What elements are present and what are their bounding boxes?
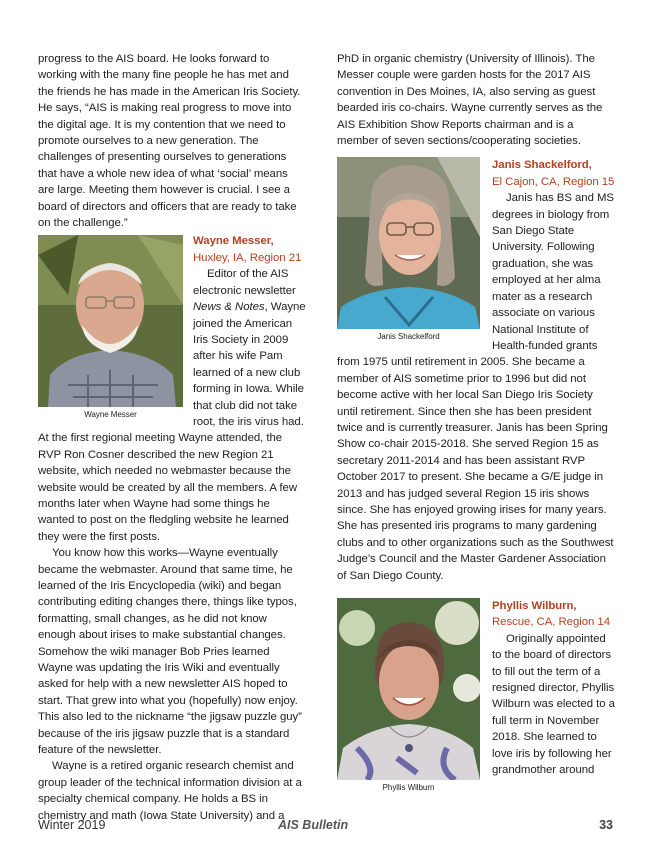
- wayne-messer-paragraph-3: Wayne is a retired organic research chemist and group leader of the technical information division at a specialty chemical company. He holds a BS in chemistry and math (Iowa State University) and a: [38, 760, 302, 822]
- phyllis-wilburn-photo: [337, 598, 480, 796]
- intro-paragraph: progress to the AIS board. He looks forward to working with the many fine people he has met and the friends he has made in the American Iris Society. He says, “AIS is making real progress to move into the digital age. It is my contention that we need to promote ourselves to a new generation. The challenges of presenting ourselves to generations that have a whole new idea of what ‘social’ means are large. Meeting them however is crucial. I see a board of directors and officers that are ready to take on the challenge.”: [38, 53, 301, 230]
- phyllis-wilburn-caption: Phyllis Wilburn: [382, 783, 435, 792]
- janis-shackelford-portrait: [337, 157, 480, 329]
- footer-page-number: 33: [599, 818, 613, 832]
- phyllis-wilburn-location: Rescue, CA, Region 14: [492, 616, 610, 629]
- wayne-messer-photo: [38, 235, 183, 423]
- janis-shackelford-photo: [337, 157, 480, 345]
- left-column: [38, 51, 306, 824]
- wayne-messer-location: Huxley, IA, Region 21: [193, 251, 302, 264]
- janis-shackelford-location: El Cajon, CA, Region 15: [492, 175, 615, 188]
- wayne-messer-bio: Editor of the AIS electronic newsletter News & Notes, Wayne joined the American Iris Society in 2009 after his wife Pam learned of a new club forming in Iowa. While that club did not take root, the iris virus had. At the first regional meeting Wayne attended, the RVP Ron Cosner described the new Region 21 website, which needed no webmaster because the website would be created by all the members. A few months later when Wayne had some things he wanted to post on the fledgling website he learned they were the first posts.: [38, 268, 306, 543]
- janis-shackelford-caption: Janis Shackelford: [377, 332, 440, 342]
- janis-shackelford-name: Janis Shackelford,: [492, 159, 592, 172]
- phyllis-wilburn-bio: Originally appointed to the board of directors to fill out the term of a resigned director, Phyllis Wilburn was elected to a full term in November 2018. She learned to love iris by following her grandmother around: [492, 632, 615, 777]
- right-column: [337, 51, 615, 796]
- wayne-messer-paragraph-2: You know how this works—Wayne eventually became the webmaster. Around that same time, he learned of the Iris Encyclopedia (wiki) and began contributing editing changes there, things like typos, formatting, small changes, as he did not know enough about irises to make substantial changes. Somehow the wiki manager Bob Pries learned Wayne was updating the Iris Wiki and eventually asked for help with a new newsletter AIS hoped to start. That grew into what you (hopefully) now enjoy. This also led to the nickname “the jigsaw puzzle guy” because of the iris jigsaw puzzle that is a standard feature of the newsletter.: [38, 547, 302, 757]
- footer-publication: AIS Bulletin: [278, 818, 349, 832]
- wayne-messer-caption: Wayne Messer: [84, 410, 137, 420]
- newsletter-title: News & Notes: [193, 301, 265, 314]
- janis-shackelford-bio: Janis has BS and MS degrees in biology from San Diego State University. Following graduation, she was employed at her alma mater as a research associate on various National Institute of Health-funded grants from 1975 until retirement in 2005. She became a member of AIS sometime prior to 1996 but did not become active with her local San Diego Iris Society until retirement. Since then she has been president twice and is currently treasurer. Janis has been Spring Show co-chair 2015-2018. She served Region 15 as secretary 2011-2014 and has been assistant RVP October 2017 to present. She became a G/E judge in 2013 and has judged several Region 15 iris shows since. She has enjoyed growing irises for many years. She has presented iris programs to many gardening clubs and to other organizations such as the Southwest Judge’s Council and the Master Gardener Association of San Diego County.: [337, 192, 614, 582]
- messer-continued-paragraph: PhD in organic chemistry (University of Illinois). The Messer couple were garden hosts for the 2017 AIS convention in Des Moines, IA, also serving as guest bearded iris co-chairs. Wayne currently serves as the AIS Exhibition Show Reports chairman and is a member of seven sections/cooperating societies.: [337, 53, 603, 148]
- wayne-messer-name: Wayne Messer,: [193, 235, 274, 248]
- phyllis-wilburn-name: Phyllis Wilburn,: [492, 600, 577, 612]
- phyllis-wilburn-portrait: [337, 598, 480, 780]
- footer-season: Winter 2019: [38, 818, 106, 832]
- wayne-messer-portrait: [38, 235, 183, 407]
